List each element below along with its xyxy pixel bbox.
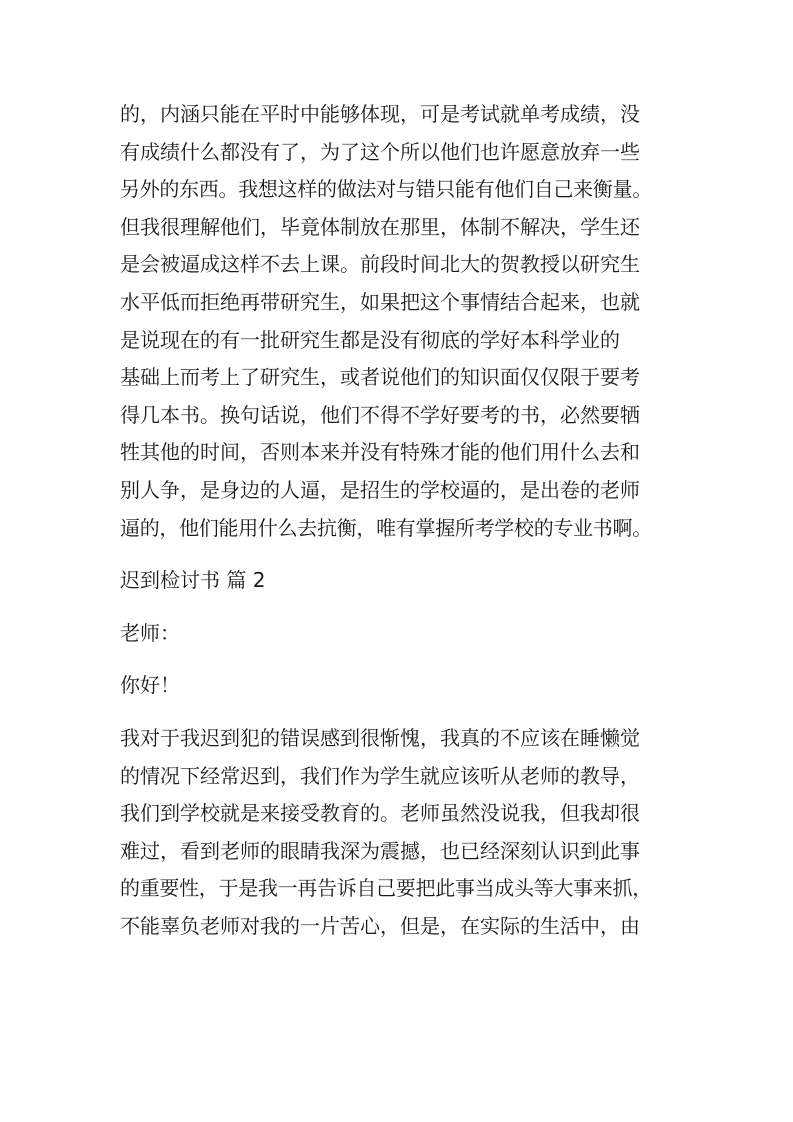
- text-line: 难过，看到老师的眼睛我深为震撼，也已经深刻认识到此事: [120, 838, 640, 863]
- document-body: [120, 96, 700, 945]
- text-line: 我们到学校就是来接受教育的。老师虽然没说我，但我却很: [120, 801, 640, 826]
- text-line: 别人争，是身边的人逼，是招生的学校逼的，是出卷的老师: [120, 477, 640, 502]
- text-line: 牲其他的时间，否则本来并没有特殊才能的他们用什么去和: [120, 440, 640, 465]
- paragraph-apology: [120, 720, 700, 946]
- paragraph-continued: [120, 96, 700, 547]
- greeting: 你好！: [120, 673, 180, 698]
- text-line: 基础上而考上了研究生，或者说他们的知识面仅仅限于要考: [120, 365, 640, 390]
- text-line: 的情况下经常迟到，我们作为学生就应该听从老师的教导，: [120, 763, 640, 788]
- text-line: 但我很理解他们，毕竟体制放在那里，体制不解决，学生还: [120, 214, 640, 239]
- text-line: 的重要性，于是我一再告诉自己要把此事当成头等大事来抓，: [120, 876, 652, 901]
- text-line: 不能辜负老师对我的一片苦心，但是，在实际的生活中，由: [120, 913, 640, 938]
- section-title: 迟到检讨书 篇 2: [120, 568, 266, 593]
- text-line: 逼的，他们能用什么去抗衡，唯有掌握所考学校的专业书啊。: [120, 515, 652, 540]
- text-line: 的，内涵只能在平时中能够体现，可是考试就单考成绩，没: [120, 102, 640, 126]
- text-line: 水平低而拒绝再带研究生，如果把这个事情结合起来，也就: [120, 289, 640, 314]
- salutation: 老师：: [120, 620, 180, 645]
- text-line: 我对于我迟到犯的错误感到很惭愧，我真的不应该在睡懒觉: [120, 725, 640, 750]
- text-line: 是会被逼成这样不去上课。前段时间北大的贺教授以研究生: [120, 252, 640, 277]
- text-line: 是说现在的有一批研究生都是没有彻底的学好本科学业的: [120, 327, 620, 352]
- text-line: 另外的东西。我想这样的做法对与错只能有他们自己来衡量。: [120, 177, 652, 202]
- text-line: 有成绩什么都没有了，为了这个所以他们也许愿意放弃一些: [120, 139, 640, 164]
- text-line: 得几本书。换句话说，他们不得不学好要考的书，必然要牺: [120, 402, 640, 427]
